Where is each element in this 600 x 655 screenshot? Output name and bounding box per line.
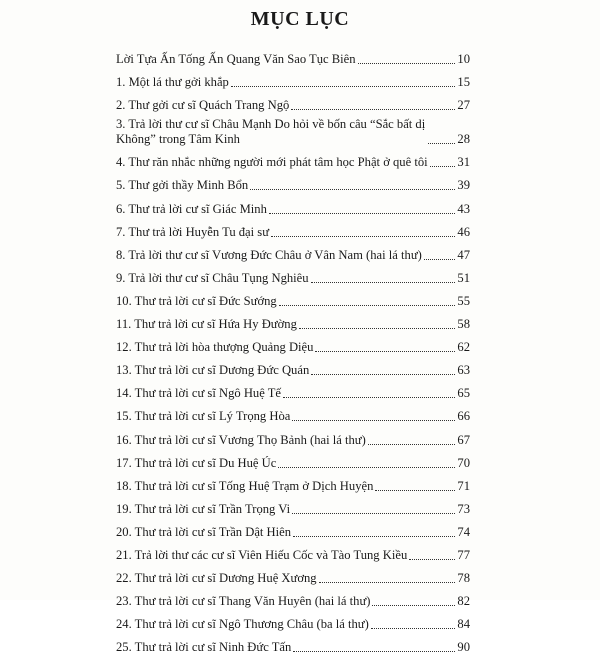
toc-entry (116, 401, 470, 424)
toc-entry-text: 11. Thư trả lời cư sĩ Hứa Hy Đường (116, 317, 297, 332)
toc-entry-page: 15 (457, 75, 470, 90)
toc-entry (116, 494, 470, 517)
toc-entry-page: 51 (457, 270, 470, 285)
toc-entry-text: 24. Thư trả lời cư sĩ Ngô Thương Châu (ba lá thư) (116, 617, 369, 632)
toc-entry (116, 448, 470, 471)
toc-entry-page: 65 (457, 386, 470, 401)
toc-entry-page: 74 (457, 524, 470, 539)
toc-entry-text: 1. Một lá thư gởi khắp (116, 75, 229, 90)
toc-entry-page: 82 (457, 594, 470, 609)
dot-leader (278, 467, 455, 468)
dot-leader (271, 236, 455, 237)
toc-entry-text: 25. Thư trả lời cư sĩ Ninh Đức Tấn (116, 640, 292, 655)
toc-entry (116, 586, 470, 609)
toc-entry (116, 170, 470, 193)
toc-entry-page: 77 (457, 547, 470, 562)
dot-leader (291, 109, 455, 110)
dot-leader (315, 351, 455, 352)
dot-leader (368, 444, 456, 445)
toc-entry-page: 55 (457, 293, 470, 308)
toc-entry (116, 193, 470, 216)
toc-entry (116, 471, 470, 494)
dot-leader (250, 189, 455, 190)
toc-entry-text: 22. Thư trả lời cư sĩ Dương Huệ Xương (116, 571, 317, 586)
table-of-contents (116, 44, 470, 655)
toc-entry-page: 71 (457, 478, 470, 493)
toc-entry-page: 67 (457, 432, 470, 447)
toc-entry-text: 4. Thư răn nhắc những người mới phát tâm học Phật ở quê tôi (116, 155, 428, 170)
toc-entry-page: 70 (457, 455, 470, 470)
dot-leader (311, 282, 456, 283)
toc-entry-page: 58 (457, 317, 470, 332)
toc-entry-text: 13. Thư trả lời cư sĩ Dương Đức Quán (116, 363, 310, 378)
toc-entry-page: 73 (457, 501, 470, 516)
toc-entry (116, 332, 470, 355)
dot-leader (269, 213, 456, 214)
toc-entry-text: 9. Trả lời thư cư sĩ Châu Tụng Nghiêu (116, 270, 309, 285)
toc-entry-text: 20. Thư trả lời cư sĩ Trần Dật Hiên (116, 524, 292, 539)
toc-entry-text: 23. Thư trả lời cư sĩ Thang Văn Huyên (hai lá thư) (116, 594, 371, 609)
toc-entry (116, 44, 470, 67)
toc-entry-page: 43 (457, 201, 470, 216)
dot-leader (375, 490, 455, 491)
toc-entry-text: 16. Thư trả lời cư sĩ Vương Thọ Bảnh (hai lá thư) (116, 432, 366, 447)
toc-entry (116, 540, 470, 563)
dot-leader (292, 420, 455, 421)
toc-entry-text: 17. Thư trả lời cư sĩ Du Huệ Úc (116, 455, 277, 470)
toc-entry (116, 217, 470, 240)
dot-leader (372, 605, 455, 606)
dot-leader (430, 166, 456, 167)
toc-entry (116, 240, 470, 263)
dot-leader (409, 559, 455, 560)
toc-entry-page: 66 (457, 409, 470, 424)
toc-entry-text: 3. Trả lời thư cư sĩ Châu Mạnh Do hỏi về bốn câu “Sắc bất dị Không” trong Tâm Kinh (116, 117, 426, 147)
dot-leader (293, 651, 455, 652)
toc-entry-text: 10. Thư trả lời cư sĩ Đức Sướng (116, 293, 277, 308)
dot-leader (293, 536, 455, 537)
toc-entry-page: 31 (457, 155, 470, 170)
toc-entry-page: 28 (457, 132, 470, 147)
toc-entry-page: 27 (457, 98, 470, 113)
toc-entry (116, 609, 470, 632)
dot-leader (424, 259, 456, 260)
dot-leader (428, 143, 455, 144)
toc-entry (116, 147, 470, 170)
dot-leader (283, 397, 455, 398)
toc-entry (116, 90, 470, 113)
dot-leader (279, 305, 456, 306)
dot-leader (292, 513, 455, 514)
toc-entry-page: 10 (457, 52, 470, 67)
toc-entry-text: 5. Thư gởi thầy Minh Bổn (116, 178, 249, 193)
toc-entry (116, 263, 470, 286)
toc-entry-text: 7. Thư trả lời Huyễn Tu đại sư (116, 224, 270, 239)
toc-entry-page: 46 (457, 224, 470, 239)
toc-entry (116, 355, 470, 378)
toc-entry-text: 19. Thư trả lời cư sĩ Trần Trọng Vi (116, 501, 291, 516)
toc-entry (116, 286, 470, 309)
toc-entry (116, 309, 470, 332)
dot-leader (311, 374, 455, 375)
toc-entry-page: 63 (457, 363, 470, 378)
toc-entry-page: 39 (457, 178, 470, 193)
toc-entry-text: Lời Tựa Ấn Tống Ấn Quang Văn Sao Tục Biên (116, 52, 356, 67)
toc-entry-text: 15. Thư trả lời cư sĩ Lý Trọng Hòa (116, 409, 291, 424)
dot-leader (358, 63, 456, 64)
toc-entry-text: 8. Trả lời thư cư sĩ Vương Đức Châu ở Vân Nam (hai lá thư) (116, 247, 422, 262)
dot-leader (319, 582, 456, 583)
toc-entry (116, 67, 470, 90)
toc-entry-text: 12. Thư trả lời hòa thượng Quảng Diệu (116, 340, 314, 355)
toc-entry-page: 90 (457, 640, 470, 655)
toc-entry-page: 84 (457, 617, 470, 632)
page-title: MỤC LỤC (250, 8, 350, 30)
dot-leader (299, 328, 456, 329)
toc-entry-text: 18. Thư trả lời cư sĩ Tống Huệ Trạm ở Dịch Huyện (116, 478, 374, 493)
toc-entry (116, 424, 470, 447)
toc-entry (116, 378, 470, 401)
toc-entry-page: 78 (457, 571, 470, 586)
toc-entry-text: 14. Thư trả lời cư sĩ Ngô Huệ Tế (116, 386, 281, 401)
toc-entry (116, 563, 470, 586)
toc-entry (116, 632, 470, 655)
dot-leader (371, 628, 456, 629)
toc-entry-text: 2. Thư gởi cư sĩ Quách Trang Ngộ (116, 98, 290, 113)
toc-entry-page: 62 (457, 340, 470, 355)
dot-leader (231, 86, 456, 87)
toc-entry-text: 21. Trả lời thư các cư sĩ Viên Hiếu Cốc và Tào Tung Kiều (116, 547, 408, 562)
toc-entry (116, 113, 470, 147)
toc-entry (116, 517, 470, 540)
toc-entry-page: 47 (457, 247, 470, 262)
toc-entry-text: 6. Thư trả lời cư sĩ Giác Minh (116, 201, 267, 216)
